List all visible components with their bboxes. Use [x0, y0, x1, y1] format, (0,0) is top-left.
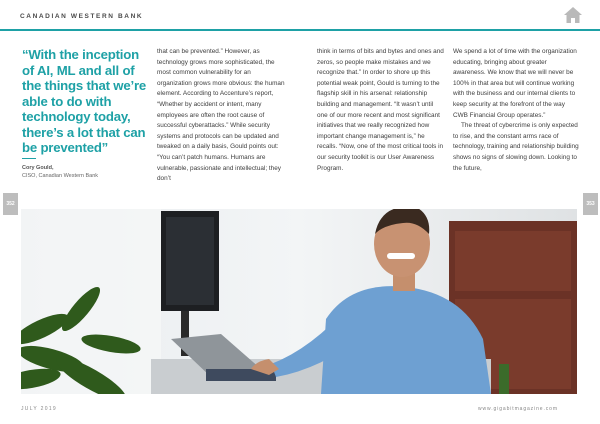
paragraph: that can be prevented.” However, as technology grows more sophisticated, the most common vulnerability for an organization grows more obvious: the human element. According to Accenture’s report, “Whether by accident or intent, many employees are often the root cause of successful cyberattacks.” While security systems and protocols can be updated and tweaked on a daily basis, Gould points out: “You can’t patch humans. Humans are vulnerable, passionate and intellectual; they don’t — [157, 48, 285, 183]
article-column-3 — [453, 47, 581, 174]
quote-divider — [22, 158, 36, 159]
footer-website[interactable]: www.gigabitmagazine.com — [478, 406, 558, 412]
pull-quote: “With the inception of AI, ML and all of the things that we’re able to do with technology today, there’s a lot that can be prevented” — [22, 47, 147, 155]
header-rule — [0, 29, 600, 31]
quote-attribution-name: Cory Gould, — [22, 165, 54, 171]
article-column-2 — [317, 47, 445, 174]
footer-date: JULY 2019 — [21, 406, 57, 412]
paragraph: The threat of cybercrime is only expected to rise, and the constant arms race of technology, training and relationship building shows no signs of slowing down. Looking to the future, — [453, 122, 579, 172]
paragraph: We spend a lot of time with the organization educating, bringing about greater awareness. We know that we will never be 100% in that area but will continue working with the business and our internal clients to keep security at the forefront of the way CWB Financial Group operates.” — [453, 48, 577, 119]
quote-attribution-title: CISO, Canadian Western Bank — [22, 173, 99, 179]
page-number-right: 353 — [583, 193, 598, 215]
office-photo — [21, 209, 577, 394]
home-icon[interactable] — [563, 6, 583, 24]
article-column-1 — [157, 47, 285, 185]
header-title: CANADIAN WESTERN BANK — [20, 13, 144, 20]
page-number-left: 352 — [3, 193, 18, 215]
paragraph: think in terms of bits and bytes and ones and zeros, so people make mistakes and we recognize that.” In order to shore up this potential weak point, Gould is turning to the flagship skill in his arsenal: relationship building and management. “It wasn’t until one of our more recent and most significant initiatives that we really recognized how important change management is,” he recalls. “Now, one of the most critical tools in our security toolkit is our User Awareness Program. — [317, 48, 444, 172]
